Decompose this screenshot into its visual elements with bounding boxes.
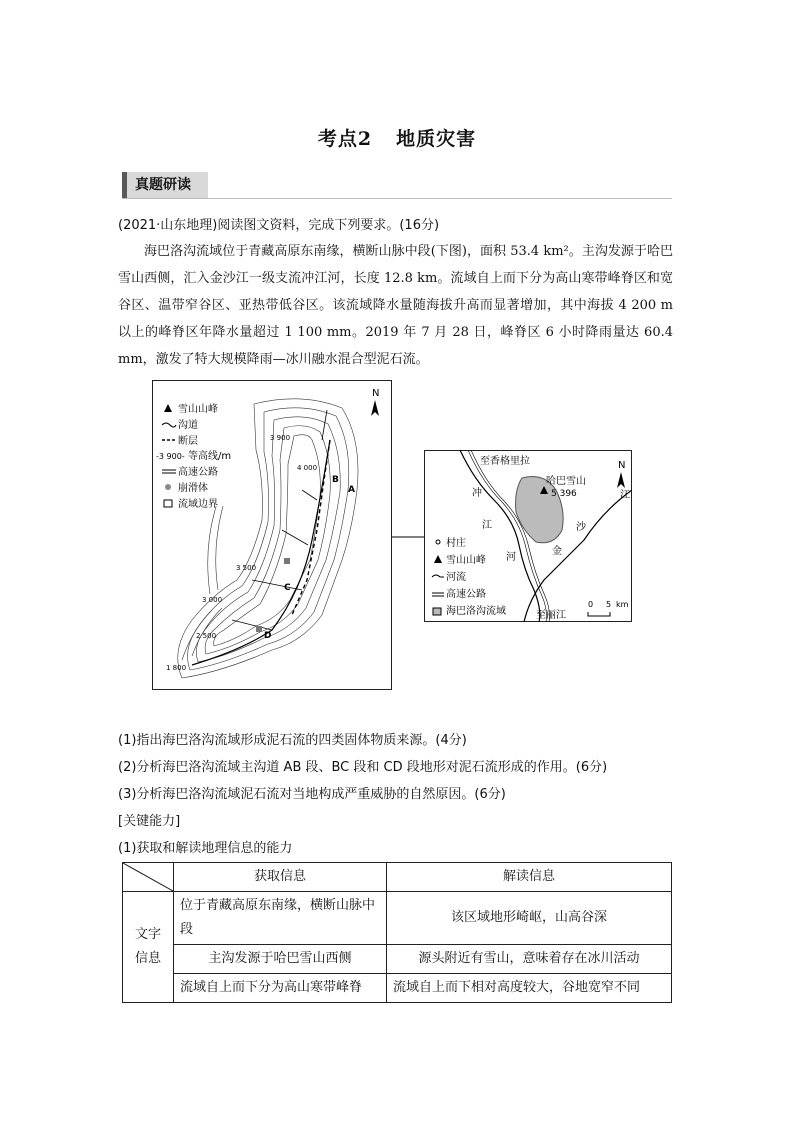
to-lijiang-label: 至丽江 xyxy=(536,610,566,621)
key-ability-header: [关键能力] xyxy=(118,814,181,829)
point-d: D xyxy=(264,631,272,641)
basin-icon xyxy=(433,608,441,615)
scale-five: 5 xyxy=(606,600,612,609)
north-label: N xyxy=(372,388,380,399)
legend-river: 河流 xyxy=(446,572,466,583)
legend-village: 村庄 xyxy=(446,538,466,549)
jinsha-label-jiang: 江 xyxy=(620,490,630,501)
legend-contour: 等高线/m xyxy=(188,451,232,462)
table-cell: 该区域地形崎岖，山高谷深 xyxy=(387,892,672,945)
to-shangrila-label: 至香格里拉 xyxy=(480,456,530,467)
row-label: 文字信息 xyxy=(123,892,174,1003)
table-cell: 流域自上而下相对高度较大，谷地宽窄不同 xyxy=(387,974,672,1003)
question-2: (2)分析海巴洛沟流域主沟道 AB 段、BC 段和 CD 段地形对泥石流形成的作用。(6分) xyxy=(118,760,608,775)
contour-label: 1 800 xyxy=(166,664,187,672)
legend-fault: 断层 xyxy=(178,436,198,447)
jinsha-label-jin: 金 xyxy=(552,546,562,557)
section-divider xyxy=(122,198,672,199)
jinsha-label-sha: 沙 xyxy=(576,522,586,533)
table-cell: 主沟发源于哈巴雪山西侧 xyxy=(174,945,387,974)
table-row xyxy=(123,945,672,974)
question-3: (3)分析海巴洛沟流域泥石流对当地构成严重威胁的自然原因。(6分) xyxy=(118,787,506,802)
table-header-row xyxy=(123,863,672,892)
question-1: (1)指出海巴洛沟流域形成泥石流的四类固体物质来源。(4分) xyxy=(118,733,467,748)
diagonal-cell xyxy=(123,863,174,892)
diagonal-line xyxy=(123,863,173,891)
title-label: 考点2 xyxy=(317,128,373,150)
table-cell: 源头附近有雪山，意味着存在冰川活动 xyxy=(387,945,672,974)
table-row xyxy=(123,892,672,945)
landslide-icon xyxy=(165,484,171,490)
river-label-chong: 冲 xyxy=(472,488,482,499)
river-label-he: 河 xyxy=(506,552,516,563)
legend-boundary: 流域边界 xyxy=(178,499,218,510)
map-link-arrow xyxy=(392,536,424,538)
scale-unit: km xyxy=(616,600,629,609)
scale-zero: 0 xyxy=(588,600,594,609)
peak-name: 哈巴雪山 xyxy=(546,476,586,487)
contour-label: 3 000 xyxy=(202,596,223,604)
legend-channel: 沟道 xyxy=(178,420,198,431)
landslide-mark xyxy=(256,626,262,632)
title-text: 地质灾害 xyxy=(396,128,477,150)
table-cell: 流域自上而下分为高山寒带峰脊 xyxy=(174,974,387,1003)
point-a: A xyxy=(348,485,355,495)
info-table xyxy=(122,862,672,1003)
legend-highway: 高速公路 xyxy=(446,589,486,600)
ability-1: (1)获取和解读地理信息的能力 xyxy=(118,841,293,856)
point-b: B xyxy=(332,475,339,485)
contour-label: 4 000 xyxy=(297,464,318,472)
peak-elevation: 5 396 xyxy=(551,489,577,499)
page-title xyxy=(0,124,794,151)
header-obtained: 获取信息 xyxy=(174,863,387,892)
header-interpreted: 解读信息 xyxy=(387,863,672,892)
location-map xyxy=(424,450,632,622)
legend-peak: 雪山山峰 xyxy=(446,555,486,566)
legend-basin: 海巴洛沟流域 xyxy=(446,606,506,617)
passage: 海巴洛沟流域位于青藏高原东南缘，横断山脉中段(下图)，面积 53.4 km²。主沟发源于哈巴雪山西侧，汇入金沙江一级支流冲江河，长度 12.8 km。流域自上而下分为高山寒带峰脊区和宽谷区、温带窄谷区、亚热带低谷区。该流域降水量随海拔升高而显著增加，其中海拔 4 200 m 以上的峰脊区年降水量超过 1 100 mm。2019 年 7 月 28 日，峰脊区 6 小时降雨量达 60.4 mm，激发了特大规模降雨—冰川融水混合型泥石流。 xyxy=(118,244,673,367)
point-c: C xyxy=(284,583,291,593)
legend-landslide: 崩滑体 xyxy=(178,483,208,494)
north-label: N xyxy=(618,460,626,471)
legend-peak: 雪山山峰 xyxy=(178,404,218,415)
section-header: 真题研读 xyxy=(122,172,208,198)
watershed-map xyxy=(152,380,392,690)
legend-highway: 高速公路 xyxy=(178,467,218,478)
contour-sample: -3 900- xyxy=(156,452,185,461)
river-label-jiang: 江 xyxy=(482,520,492,531)
contour-label: 2 500 xyxy=(196,632,217,640)
table-cell: 位于青藏高原东南缘，横断山脉中段 xyxy=(174,892,387,945)
question-intro: (2021·山东地理)阅读图文资料，完成下列要求。(16分) xyxy=(118,218,440,233)
contour-label: 3 900 xyxy=(270,434,291,442)
table-row xyxy=(123,974,672,1003)
landslide-mark xyxy=(284,558,290,564)
contour-label: 3 500 xyxy=(236,564,257,572)
